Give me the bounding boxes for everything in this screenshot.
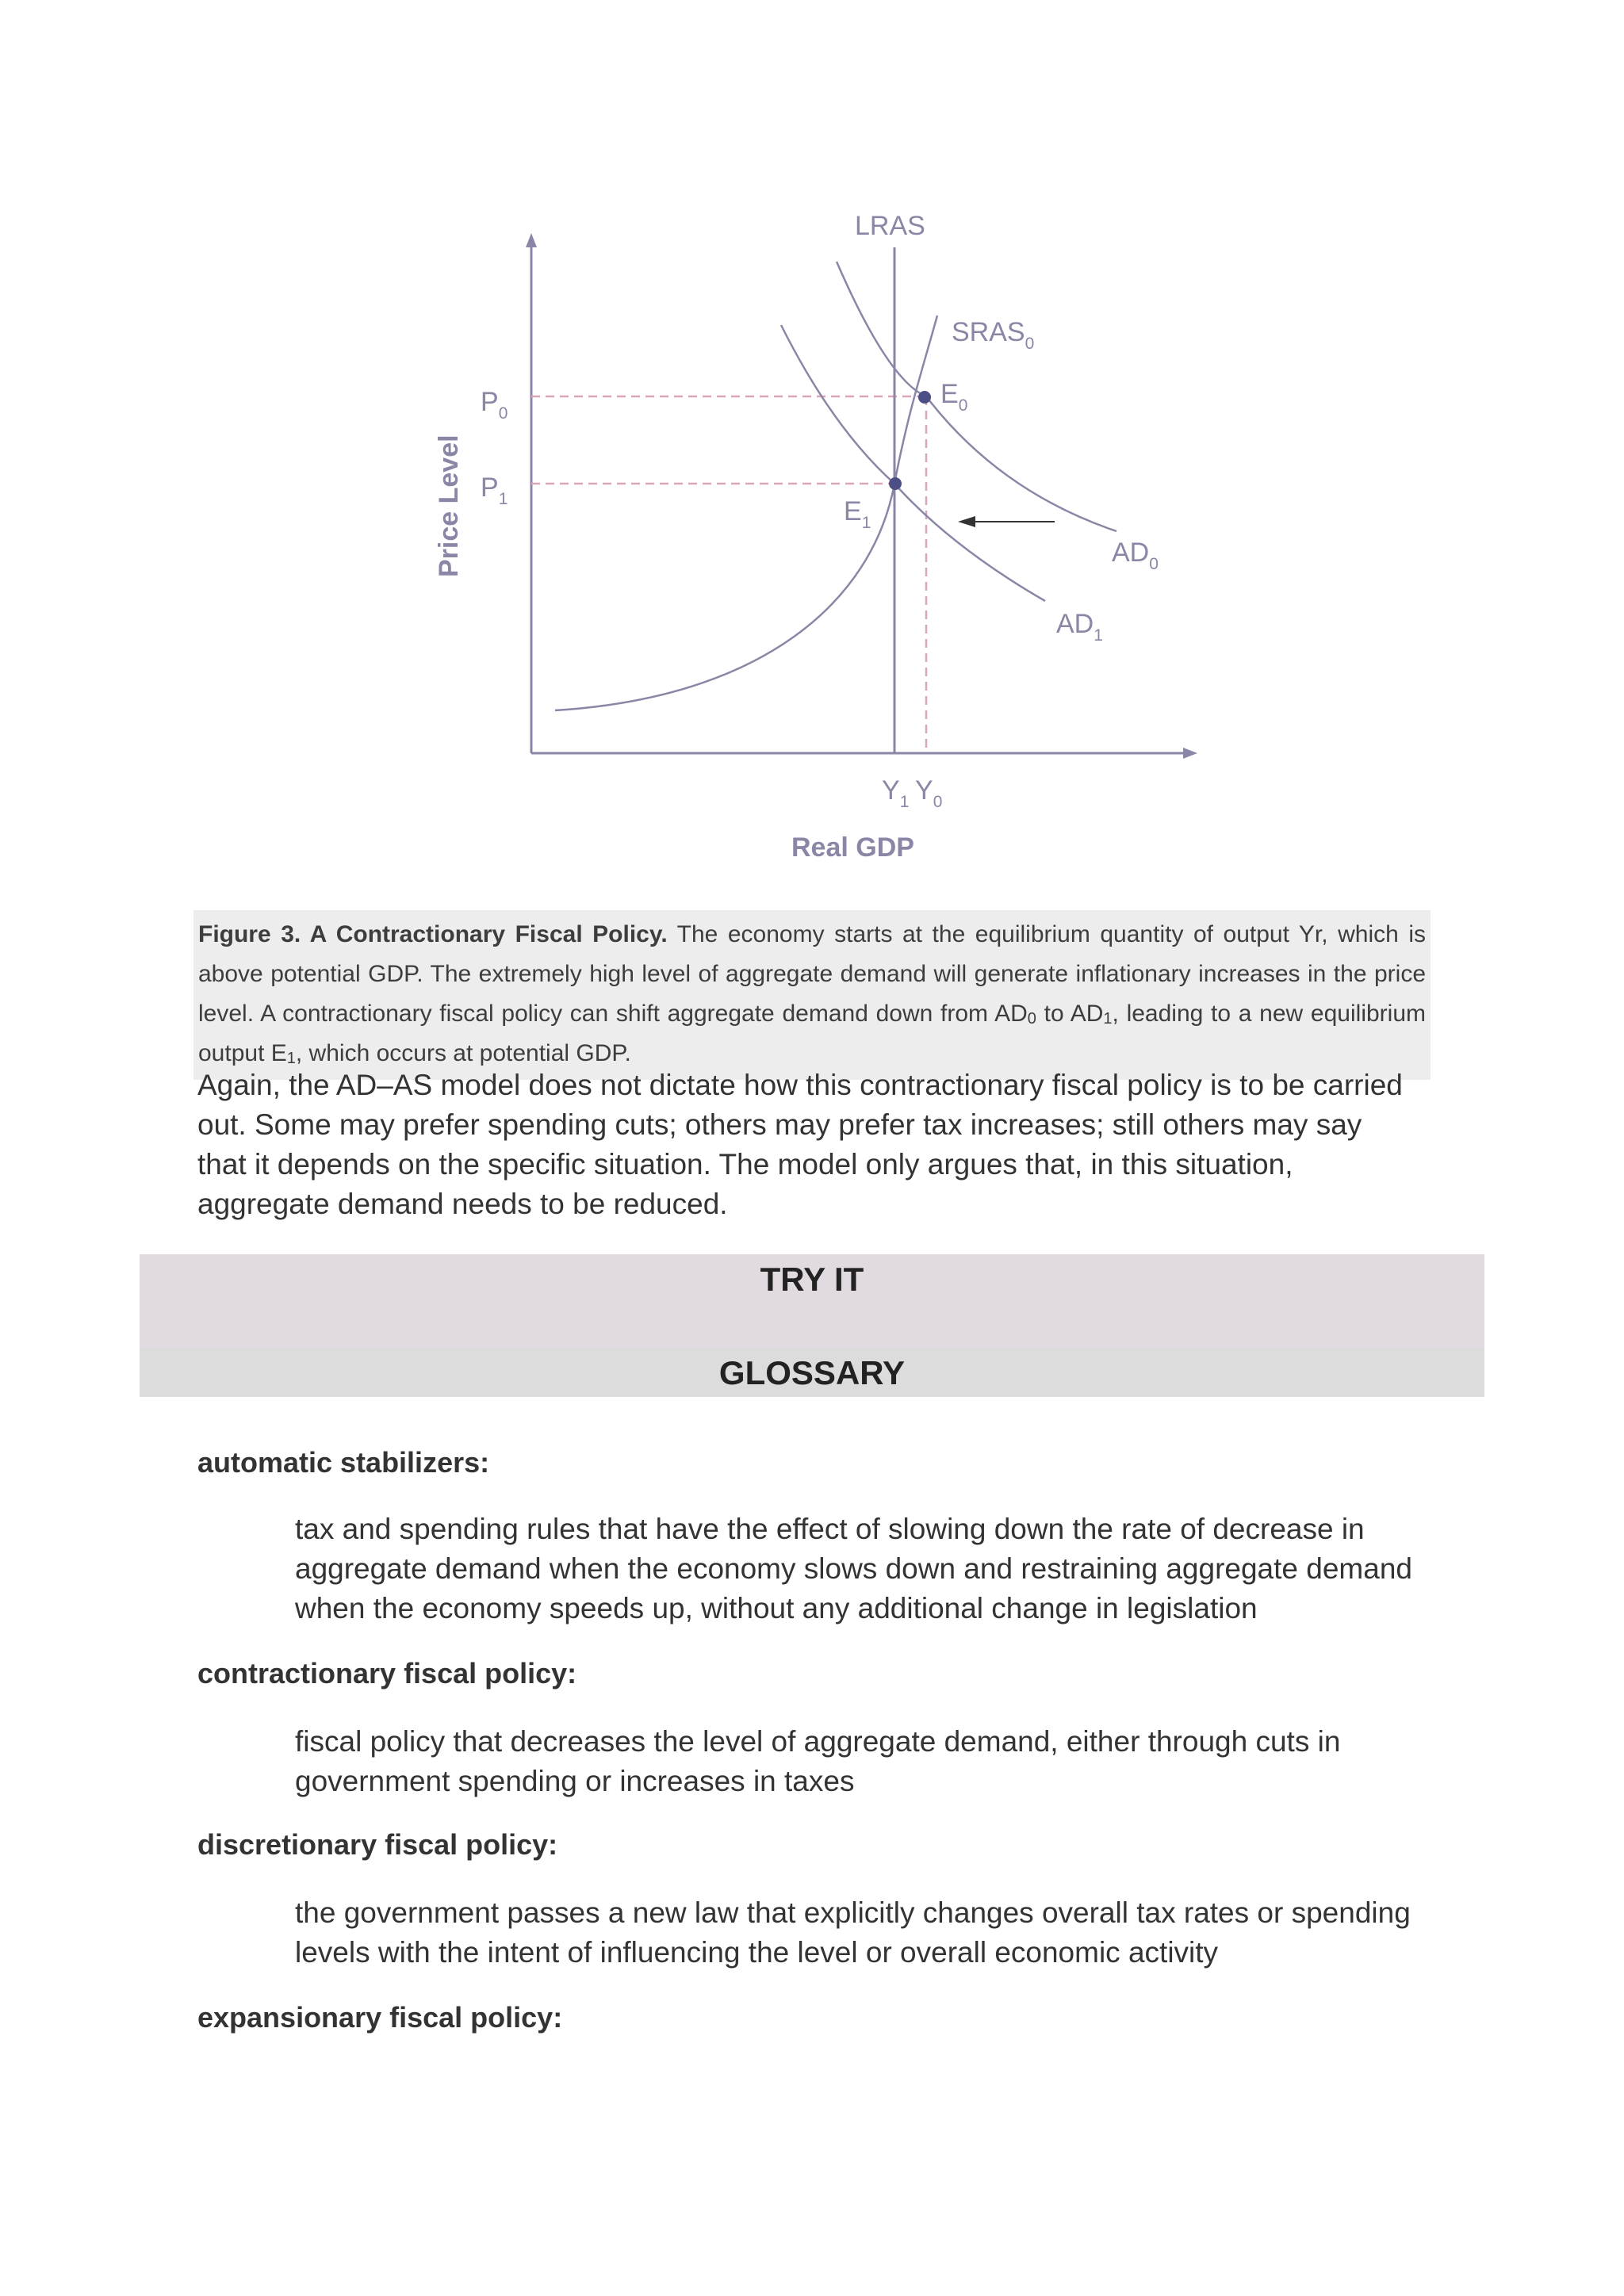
glossary-term-discretionary-fiscal-policy: discretionary fiscal policy: bbox=[197, 1828, 558, 1861]
caption-text-1: The economy starts at the equilibrium quantity of output Yr, which is above potential GDP. The extremely high level of aggregate demand will generate inflationary increases in the price level. A contractionary fiscal policy can shift aggregate demand down from AD bbox=[198, 921, 1427, 1027]
caption-text-3: , leading to a new equilibrium output E bbox=[198, 1001, 1426, 1066]
glossary-term-contractionary-fiscal-policy: contractionary fiscal policy: bbox=[197, 1657, 577, 1689]
e0-label: $E_0$ bbox=[940, 379, 968, 415]
y-axis-label: Price Level bbox=[434, 434, 464, 577]
caption-sub-2: 1 bbox=[1103, 1010, 1113, 1027]
e1-point bbox=[889, 477, 902, 490]
glossary-heading: GLOSSARY bbox=[718, 1354, 906, 1391]
shift-arrow-head bbox=[958, 516, 975, 527]
e0-point bbox=[918, 391, 931, 404]
caption-text-2: to AD bbox=[1036, 1001, 1104, 1027]
ad1-curve bbox=[781, 325, 1045, 601]
ad-as-diagram bbox=[0, 0, 1624, 888]
glossary-term-automatic-stabilizers: automatic stabilizers: bbox=[197, 1446, 490, 1479]
glossary-term-expansionary-fiscal-policy: expansionary fiscal policy: bbox=[197, 2001, 563, 2034]
e1-label: $E_1$ bbox=[844, 496, 871, 532]
caption-sub-1: 0 bbox=[1027, 1010, 1036, 1027]
body-paragraph: Again, the AD–AS model does not dictate how this contractionary fiscal policy is to be carried out. Some may prefer spending cuts; others may prefer tax increases; still others may say that it depends on the specific situation. The model only argues that, in this situation, aggregate demand needs to be reduced. bbox=[197, 1069, 1403, 1220]
try-it-section[interactable] bbox=[140, 1254, 1484, 1348]
sras-label: $SRAS_0$ bbox=[952, 317, 1035, 353]
sras-curve bbox=[555, 316, 937, 710]
y1-label: $Y_1$ bbox=[882, 775, 910, 811]
caption-sub-3: 1 bbox=[286, 1050, 296, 1067]
lras-label: LRAS bbox=[855, 211, 925, 241]
glossary-definition-discretionary-fiscal-policy: the government passes a new law that explicitly changes overall tax rates or spending levels with the intent of influencing the level or overall economic activity bbox=[295, 1896, 1411, 1969]
x-axis-arrow bbox=[1183, 748, 1197, 759]
figure-caption bbox=[193, 910, 1431, 1080]
try-it-heading: TRY IT bbox=[760, 1261, 864, 1298]
ad0-label: $AD_0$ bbox=[1112, 538, 1159, 573]
glossary-section bbox=[140, 1348, 1484, 1397]
y0-label: $Y_0$ bbox=[915, 775, 943, 811]
caption-title: Figure 3. A Contractionary Fiscal Policy. bbox=[198, 921, 668, 947]
y-axis-arrow bbox=[526, 233, 537, 247]
p1-label: $P_1$ bbox=[481, 473, 508, 508]
glossary-definition-contractionary-fiscal-policy: fiscal policy that decreases the level of aggregate demand, either through cuts in government spending or increases in taxes bbox=[295, 1725, 1341, 1797]
ad1-label: $AD_1$ bbox=[1056, 609, 1103, 645]
glossary-definition-automatic-stabilizers: tax and spending rules that have the effect of slowing down the rate of decrease in aggregate demand when the economy slows down and restraining aggregate demand when the economy speeds up, without any additional change in legislation bbox=[295, 1513, 1412, 1624]
caption-text-4: , which occurs at potential GDP. bbox=[295, 1040, 631, 1066]
p0-label: $P_0$ bbox=[481, 387, 508, 423]
x-axis-label: Real GDP bbox=[791, 832, 914, 863]
